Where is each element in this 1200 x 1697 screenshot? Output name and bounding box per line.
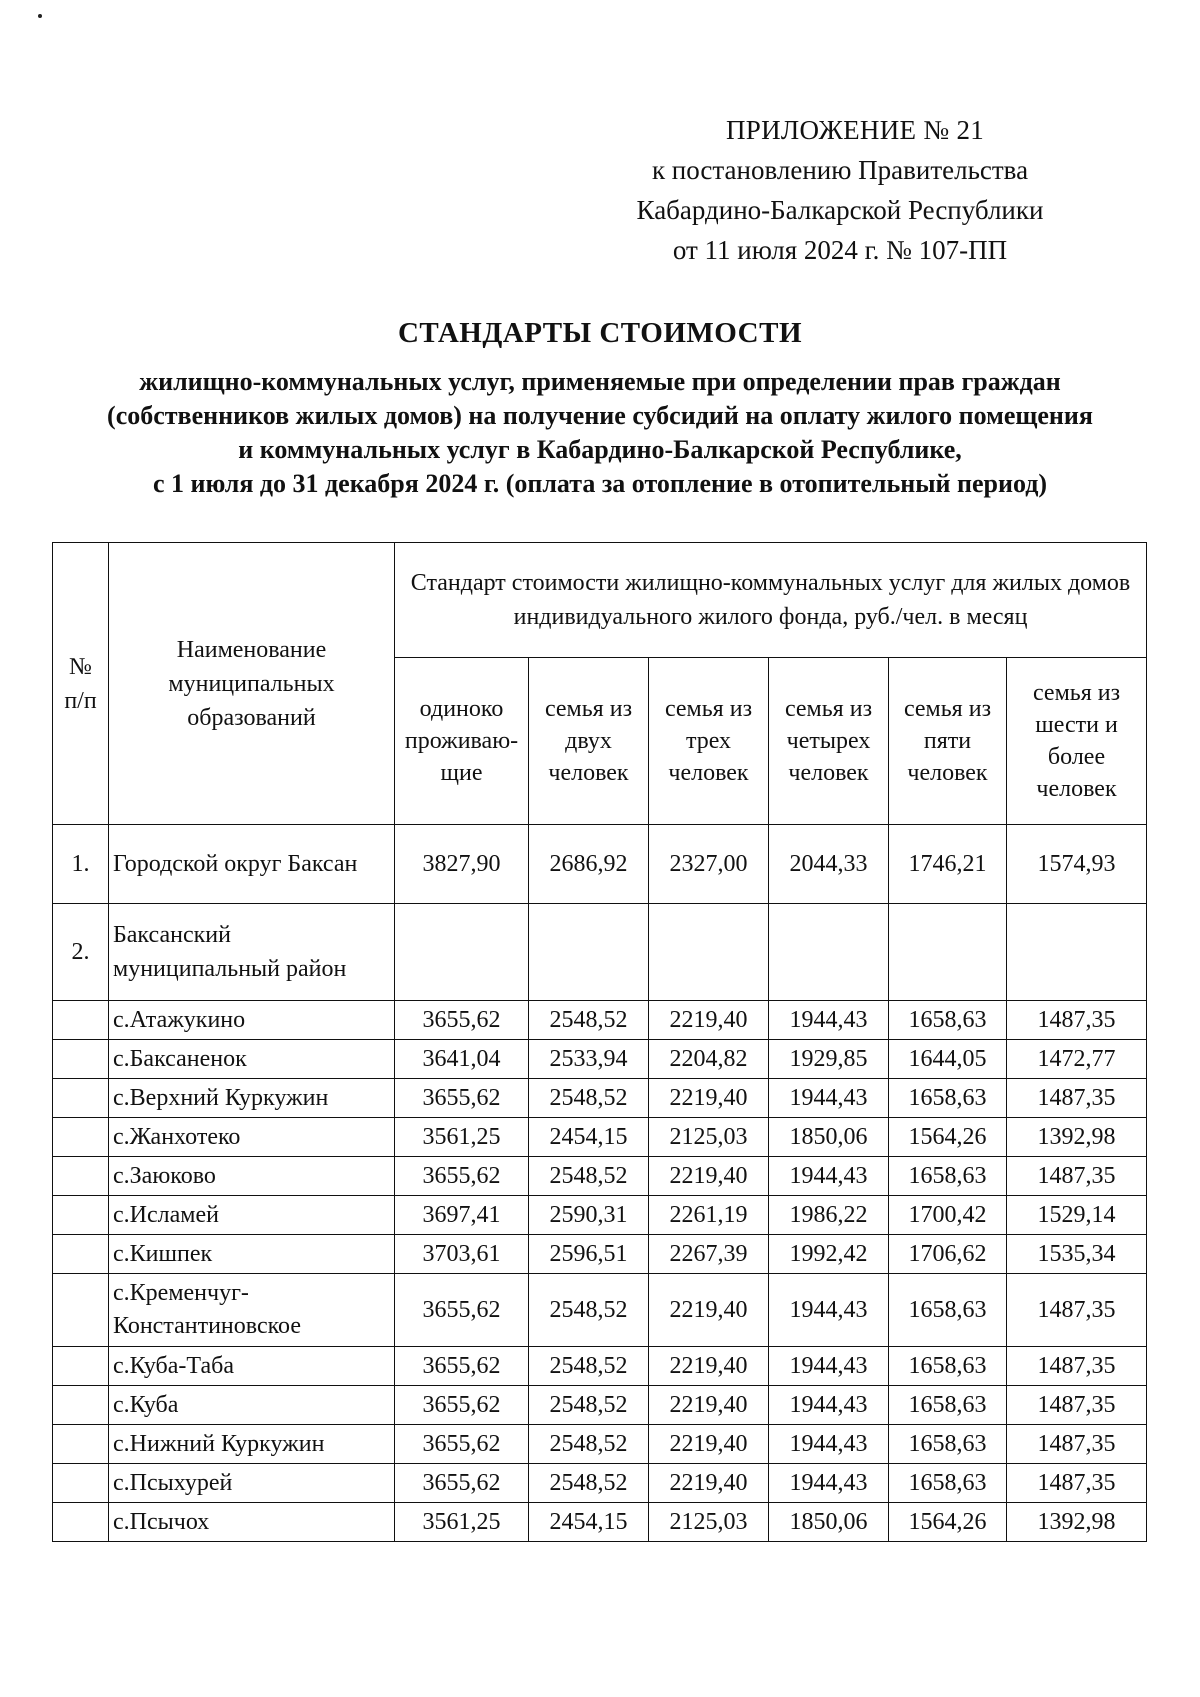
- header-col-five: семья из пяти человек: [889, 658, 1007, 825]
- table-row: [53, 1001, 1147, 1040]
- row-name: с.Кишпек: [109, 1235, 395, 1274]
- row-name: с.Атажукино: [109, 1001, 395, 1040]
- row-value: 2044,33: [769, 825, 889, 904]
- appendix-republic: Кабардино-Балкарской Республики: [636, 195, 1044, 225]
- row-value: 3827,90: [395, 825, 529, 904]
- appendix-date: от 11 июля 2024 г. № 107-ПП: [672, 235, 1008, 265]
- row-value: 1487,35: [1007, 1386, 1147, 1425]
- header-col-single: одиноко проживаю-щие: [395, 658, 529, 825]
- row-value: 1944,43: [769, 1079, 889, 1118]
- row-value: 2548,52: [529, 1425, 649, 1464]
- row-value: 3655,62: [395, 1464, 529, 1503]
- row-value: 1658,63: [889, 1386, 1007, 1425]
- row-value: 1929,85: [769, 1040, 889, 1079]
- row-value: 2686,92: [529, 825, 649, 904]
- scan-speck: [38, 14, 42, 18]
- row-value: 2219,40: [649, 1157, 769, 1196]
- row-num: [53, 1157, 109, 1196]
- row-name: Городской округ Баксан: [109, 825, 395, 904]
- row-name: с.Куба: [109, 1386, 395, 1425]
- table-row: [53, 1235, 1147, 1274]
- row-value: 1574,93: [1007, 825, 1147, 904]
- row-value: 1944,43: [769, 1274, 889, 1347]
- row-value: 1944,43: [769, 1464, 889, 1503]
- header-name: Наименование муниципальных образований: [109, 543, 395, 825]
- row-value: 1658,63: [889, 1347, 1007, 1386]
- row-value: 2204,82: [649, 1040, 769, 1079]
- row-value: [1007, 904, 1147, 1001]
- row-value: 3655,62: [395, 1157, 529, 1196]
- appendix-block: [580, 110, 1100, 270]
- table-row: [53, 1079, 1147, 1118]
- row-value: 2219,40: [649, 1274, 769, 1347]
- row-num: [53, 1235, 109, 1274]
- row-value: 2454,15: [529, 1118, 649, 1157]
- row-name: с.Нижний Куркужин: [109, 1425, 395, 1464]
- row-value: 2548,52: [529, 1001, 649, 1040]
- row-value: 1472,77: [1007, 1040, 1147, 1079]
- row-value: 1944,43: [769, 1386, 889, 1425]
- row-name: с.Верхний Куркужин: [109, 1079, 395, 1118]
- table-row: [53, 1274, 1147, 1347]
- row-value: 1944,43: [769, 1157, 889, 1196]
- row-value: [889, 904, 1007, 1001]
- row-value: 1658,63: [889, 1001, 1007, 1040]
- row-value: 1564,26: [889, 1503, 1007, 1542]
- row-value: 1564,26: [889, 1118, 1007, 1157]
- table-row: [53, 1464, 1147, 1503]
- row-value: 1658,63: [889, 1079, 1007, 1118]
- row-name: с.Куба-Таба: [109, 1347, 395, 1386]
- row-num: [53, 1040, 109, 1079]
- row-value: 2219,40: [649, 1079, 769, 1118]
- row-value: 3703,61: [395, 1235, 529, 1274]
- row-value: 1487,35: [1007, 1001, 1147, 1040]
- row-value: 2261,19: [649, 1196, 769, 1235]
- standards-table: [52, 542, 1147, 1542]
- row-value: 3641,04: [395, 1040, 529, 1079]
- row-value: 3655,62: [395, 1001, 529, 1040]
- appendix-number: ПРИЛОЖЕНИЕ № 21: [725, 115, 985, 145]
- row-value: 1392,98: [1007, 1118, 1147, 1157]
- row-value: 1746,21: [889, 825, 1007, 904]
- header-col-six-plus: семья из шести и более человек: [1007, 658, 1147, 825]
- row-value: 1487,35: [1007, 1347, 1147, 1386]
- header-group: Стандарт стоимости жилищно-коммунальных услуг для жилых домов индивидуального жилого фонда, руб./чел. в месяц: [395, 543, 1147, 658]
- row-value: 2219,40: [649, 1347, 769, 1386]
- row-value: 3655,62: [395, 1079, 529, 1118]
- row-value: 1706,62: [889, 1235, 1007, 1274]
- header-col-four: семья из четырех человек: [769, 658, 889, 825]
- row-name: с.Псыхурей: [109, 1464, 395, 1503]
- row-value: 1535,34: [1007, 1235, 1147, 1274]
- row-value: 1944,43: [769, 1425, 889, 1464]
- row-value: 2548,52: [529, 1157, 649, 1196]
- row-value: [529, 904, 649, 1001]
- row-value: 2454,15: [529, 1503, 649, 1542]
- table-row: [53, 904, 1147, 1001]
- row-name: с.Кременчуг-Константиновское: [109, 1274, 395, 1347]
- subtitle-line: (собственников жилых домов) на получение субсидий на оплату жилого помещения: [107, 401, 1093, 430]
- row-value: 1658,63: [889, 1425, 1007, 1464]
- row-value: 3697,41: [395, 1196, 529, 1235]
- table-row: [53, 1425, 1147, 1464]
- row-value: 1658,63: [889, 1157, 1007, 1196]
- subtitle-line: и коммунальных услуг в Кабардино-Балкарской Республике,: [238, 435, 962, 464]
- row-value: 1992,42: [769, 1235, 889, 1274]
- header-num: № п/п: [53, 543, 109, 825]
- row-value: [395, 904, 529, 1001]
- row-value: 2548,52: [529, 1347, 649, 1386]
- row-value: [649, 904, 769, 1001]
- document-title: СТАНДАРТЫ СТОИМОСТИ: [397, 317, 803, 349]
- row-value: 2219,40: [649, 1001, 769, 1040]
- row-value: 2533,94: [529, 1040, 649, 1079]
- table-row: [53, 1118, 1147, 1157]
- row-value: 2327,00: [649, 825, 769, 904]
- row-value: 3655,62: [395, 1386, 529, 1425]
- appendix-resolution: к постановлению Правительства: [651, 155, 1029, 185]
- row-num: [53, 1464, 109, 1503]
- row-value: 2548,52: [529, 1386, 649, 1425]
- row-value: 1487,35: [1007, 1464, 1147, 1503]
- row-name: с.Баксаненок: [109, 1040, 395, 1079]
- row-value: 3655,62: [395, 1425, 529, 1464]
- row-num: [53, 1118, 109, 1157]
- table-row: [53, 1157, 1147, 1196]
- row-name: с.Жанхотеко: [109, 1118, 395, 1157]
- row-value: 1487,35: [1007, 1425, 1147, 1464]
- row-value: 1644,05: [889, 1040, 1007, 1079]
- row-value: 3655,62: [395, 1347, 529, 1386]
- row-num: [53, 1196, 109, 1235]
- row-value: 3561,25: [395, 1503, 529, 1542]
- row-value: 1850,06: [769, 1503, 889, 1542]
- row-value: 2125,03: [649, 1118, 769, 1157]
- subtitle-line: жилищно-коммунальных услуг, применяемые при определении прав граждан: [139, 367, 1061, 396]
- row-num: [53, 1425, 109, 1464]
- row-value: 1944,43: [769, 1001, 889, 1040]
- row-value: 1986,22: [769, 1196, 889, 1235]
- row-num: 1.: [53, 825, 109, 904]
- row-name: с.Заюково: [109, 1157, 395, 1196]
- row-value: 2125,03: [649, 1503, 769, 1542]
- row-num: [53, 1079, 109, 1118]
- row-value: 1392,98: [1007, 1503, 1147, 1542]
- row-num: 2.: [53, 904, 109, 1001]
- row-name: Баксанский муниципальный район: [109, 904, 395, 1001]
- row-value: 1487,35: [1007, 1079, 1147, 1118]
- row-num: [53, 1274, 109, 1347]
- table-row: [53, 1347, 1147, 1386]
- row-value: 1658,63: [889, 1464, 1007, 1503]
- table-header-row: [53, 543, 1147, 658]
- table-row: [53, 825, 1147, 904]
- row-value: 2548,52: [529, 1079, 649, 1118]
- table-row: [53, 1040, 1147, 1079]
- row-value: 2548,52: [529, 1464, 649, 1503]
- row-name: с.Псычох: [109, 1503, 395, 1542]
- row-value: 1658,63: [889, 1274, 1007, 1347]
- row-value: 3561,25: [395, 1118, 529, 1157]
- row-value: 1529,14: [1007, 1196, 1147, 1235]
- document-subtitle: [50, 365, 1150, 501]
- row-value: 2548,52: [529, 1274, 649, 1347]
- row-value: 1850,06: [769, 1118, 889, 1157]
- table-row: [53, 1196, 1147, 1235]
- row-value: 3655,62: [395, 1274, 529, 1347]
- row-name: с.Исламей: [109, 1196, 395, 1235]
- row-num: [53, 1001, 109, 1040]
- row-value: 1487,35: [1007, 1157, 1147, 1196]
- row-value: 1944,43: [769, 1347, 889, 1386]
- header-col-two: семья из двух человек: [529, 658, 649, 825]
- row-num: [53, 1347, 109, 1386]
- subtitle-line: с 1 июля до 31 декабря 2024 г. (оплата за отопление в отопительный период): [152, 469, 1048, 498]
- row-num: [53, 1386, 109, 1425]
- row-num: [53, 1503, 109, 1542]
- row-value: 2590,31: [529, 1196, 649, 1235]
- row-value: 1700,42: [889, 1196, 1007, 1235]
- header-col-three: семья из трех человек: [649, 658, 769, 825]
- row-value: 2267,39: [649, 1235, 769, 1274]
- table-row: [53, 1386, 1147, 1425]
- row-value: 2219,40: [649, 1464, 769, 1503]
- row-value: 2596,51: [529, 1235, 649, 1274]
- row-value: 2219,40: [649, 1386, 769, 1425]
- row-value: 1487,35: [1007, 1274, 1147, 1347]
- table-row: [53, 1503, 1147, 1542]
- row-value: 2219,40: [649, 1425, 769, 1464]
- row-value: [769, 904, 889, 1001]
